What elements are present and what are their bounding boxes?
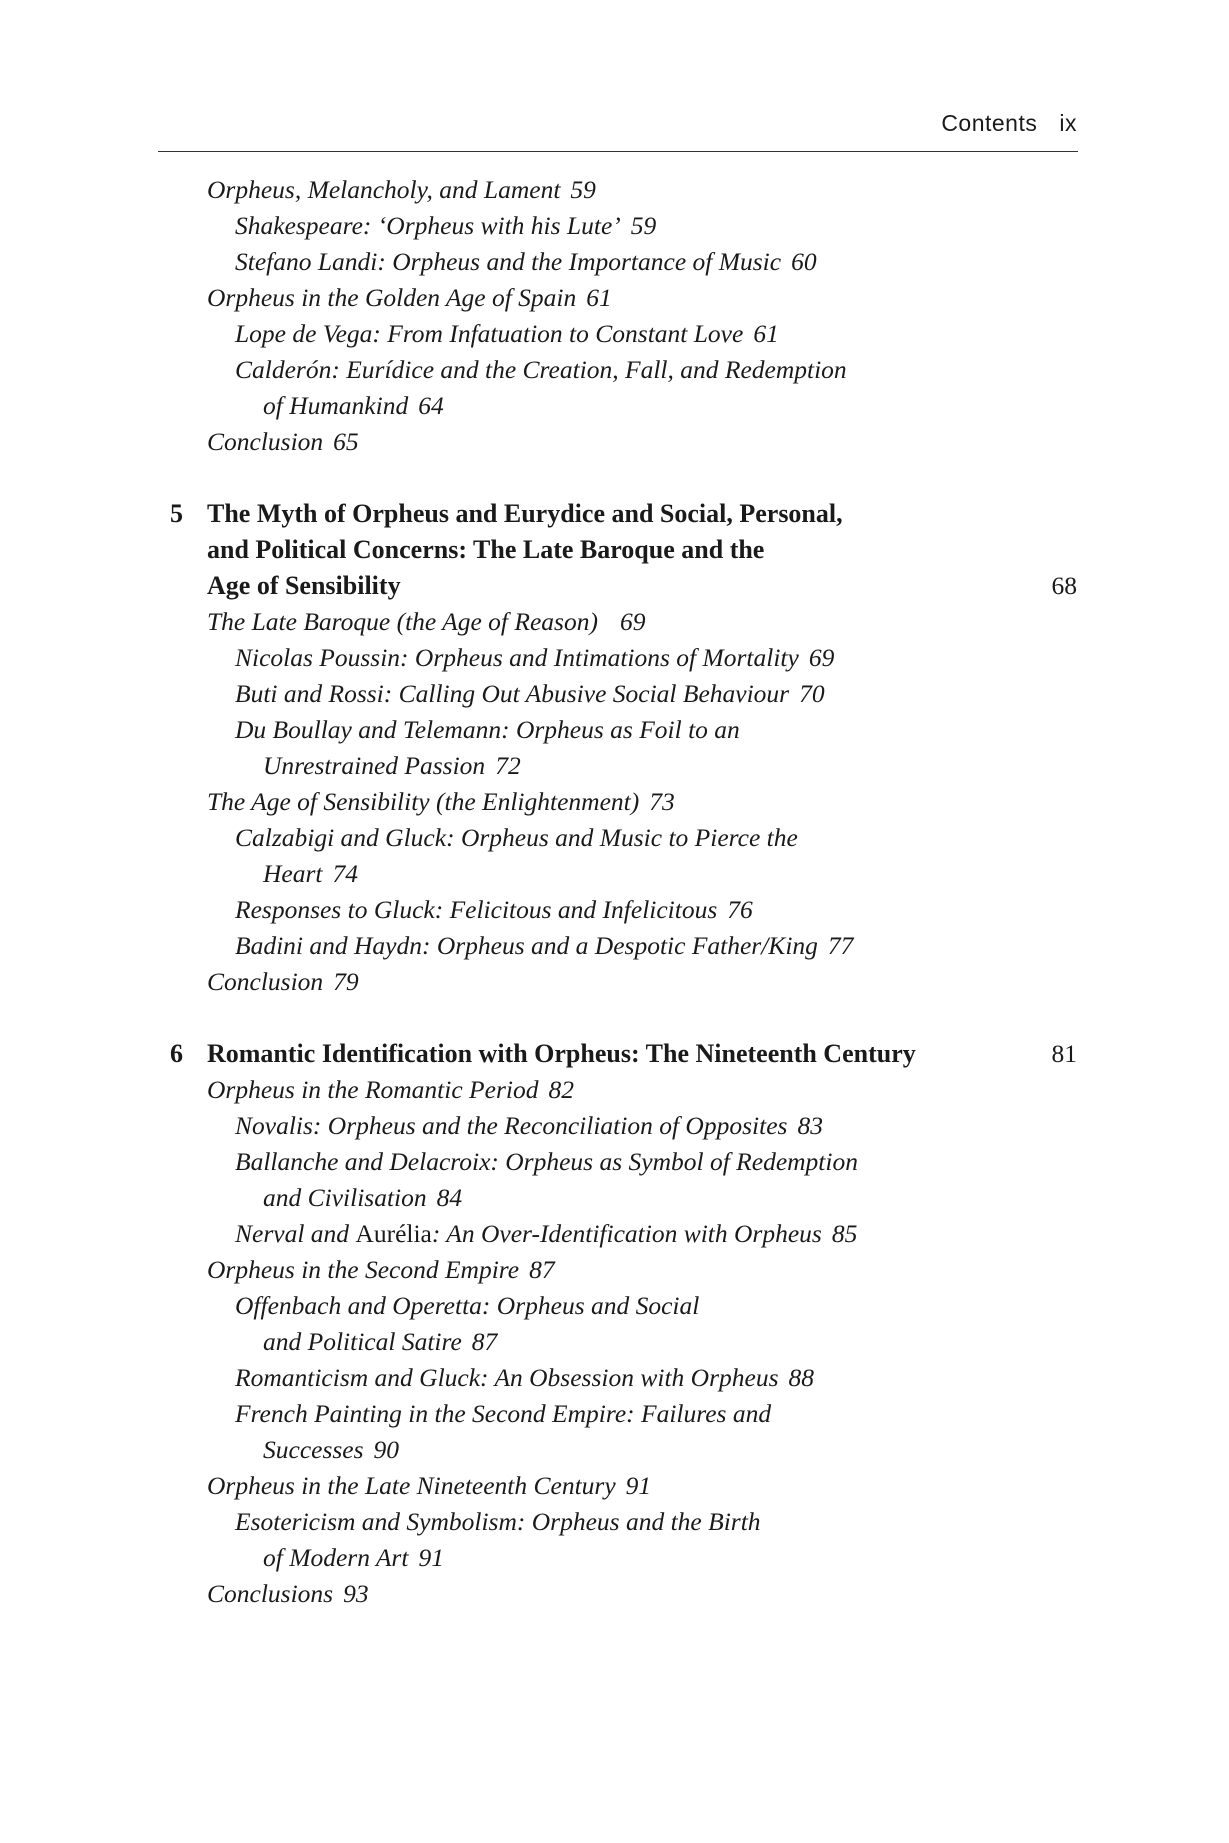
toc-entry: The Age of Sensibility (the Enlightenment) 73	[207, 787, 675, 816]
toc-entry: Shakespeare: ‘Orpheus with his Lute’ 59	[235, 211, 657, 240]
toc-entry: Du Boullay and Telemann: Orpheus as Foil to an	[235, 715, 740, 744]
toc-entry: Nicolas Poussin: Orpheus and Intimations of Mortality 69	[235, 643, 835, 672]
toc-entry-continuation: of Humankind 64	[263, 391, 444, 420]
header-rule	[158, 151, 1078, 152]
chapter-5-title-line-3: Age of Sensibility	[207, 571, 401, 600]
toc-entry: Calzabigi and Gluck: Orpheus and Music to Pierce the	[235, 823, 798, 852]
toc-entry: Lope de Vega: From Infatuation to Constant Love 61	[235, 319, 779, 348]
toc-entry: Conclusion 79	[207, 967, 359, 996]
toc-entry: Stefano Landi: Orpheus and the Importance of Music 60	[235, 247, 817, 276]
toc-entry-continuation: Unrestrained Passion 72	[263, 751, 521, 780]
toc-entry: Romanticism and Gluck: An Obsession with Orpheus 88	[235, 1363, 814, 1392]
toc-entry: Responses to Gluck: Felicitous and Infelicitous 76	[235, 895, 753, 924]
page-folio: ix	[1059, 110, 1077, 136]
toc-entry-continuation: of Modern Art 91	[263, 1543, 444, 1572]
chapter-6-number: 6	[170, 1039, 183, 1068]
toc-entry: Offenbach and Operetta: Orpheus and Social	[235, 1291, 700, 1320]
toc-entry: Buti and Rossi: Calling Out Abusive Social Behaviour 70	[235, 679, 825, 708]
toc-entry: Badini and Haydn: Orpheus and a Despotic Father/King 77	[235, 931, 854, 960]
toc-entry: Orpheus in the Golden Age of Spain 61	[207, 283, 612, 312]
toc-entry: Esotericism and Symbolism: Orpheus and the Birth	[235, 1507, 761, 1536]
chapter-5-title-line-1: The Myth of Orpheus and Eurydice and Social, Personal,	[207, 499, 843, 528]
chapter-6-page: 81	[1051, 1039, 1077, 1068]
chapter-6-title: Romantic Identification with Orpheus: The Nineteenth Century	[207, 1039, 916, 1068]
toc-entry-continuation: and Civilisation 84	[263, 1183, 463, 1212]
toc-entry: Orpheus, Melancholy, and Lament 59	[207, 175, 596, 204]
toc-entry: Conclusions 93	[207, 1579, 369, 1608]
toc-entry-continuation: Successes 90	[263, 1435, 400, 1464]
toc-entry: Nerval and Aurélia: An Over-Identification with Orpheus 85	[235, 1219, 858, 1248]
toc-entry: Novalis: Orpheus and the Reconciliation of Opposites 83	[235, 1111, 823, 1140]
chapter-5-page: 68	[1051, 571, 1077, 600]
toc-entry: Calderón: Eurídice and the Creation, Fall, and Redemption	[235, 355, 847, 384]
toc-entry: The Late Baroque (the Age of Reason) 69	[207, 607, 646, 636]
chapter-5-number: 5	[170, 499, 183, 528]
toc-entry: Conclusion 65	[207, 427, 359, 456]
toc-entry-continuation: Heart 74	[263, 859, 358, 888]
toc-entry: Orpheus in the Late Nineteenth Century 91	[207, 1471, 652, 1500]
chapter-5-title-line-2: and Political Concerns: The Late Baroque and the	[207, 535, 765, 564]
running-head-label: Contents	[941, 110, 1038, 136]
running-head	[941, 110, 1077, 137]
toc-entry: Ballanche and Delacroix: Orpheus as Symbol of Redemption	[235, 1147, 858, 1176]
toc-entry: Orpheus in the Second Empire 87	[207, 1255, 555, 1284]
toc-entry: French Painting in the Second Empire: Failures and	[235, 1399, 772, 1428]
toc-entry: Orpheus in the Romantic Period 82	[207, 1075, 574, 1104]
toc-entry-continuation: and Political Satire 87	[263, 1327, 498, 1356]
